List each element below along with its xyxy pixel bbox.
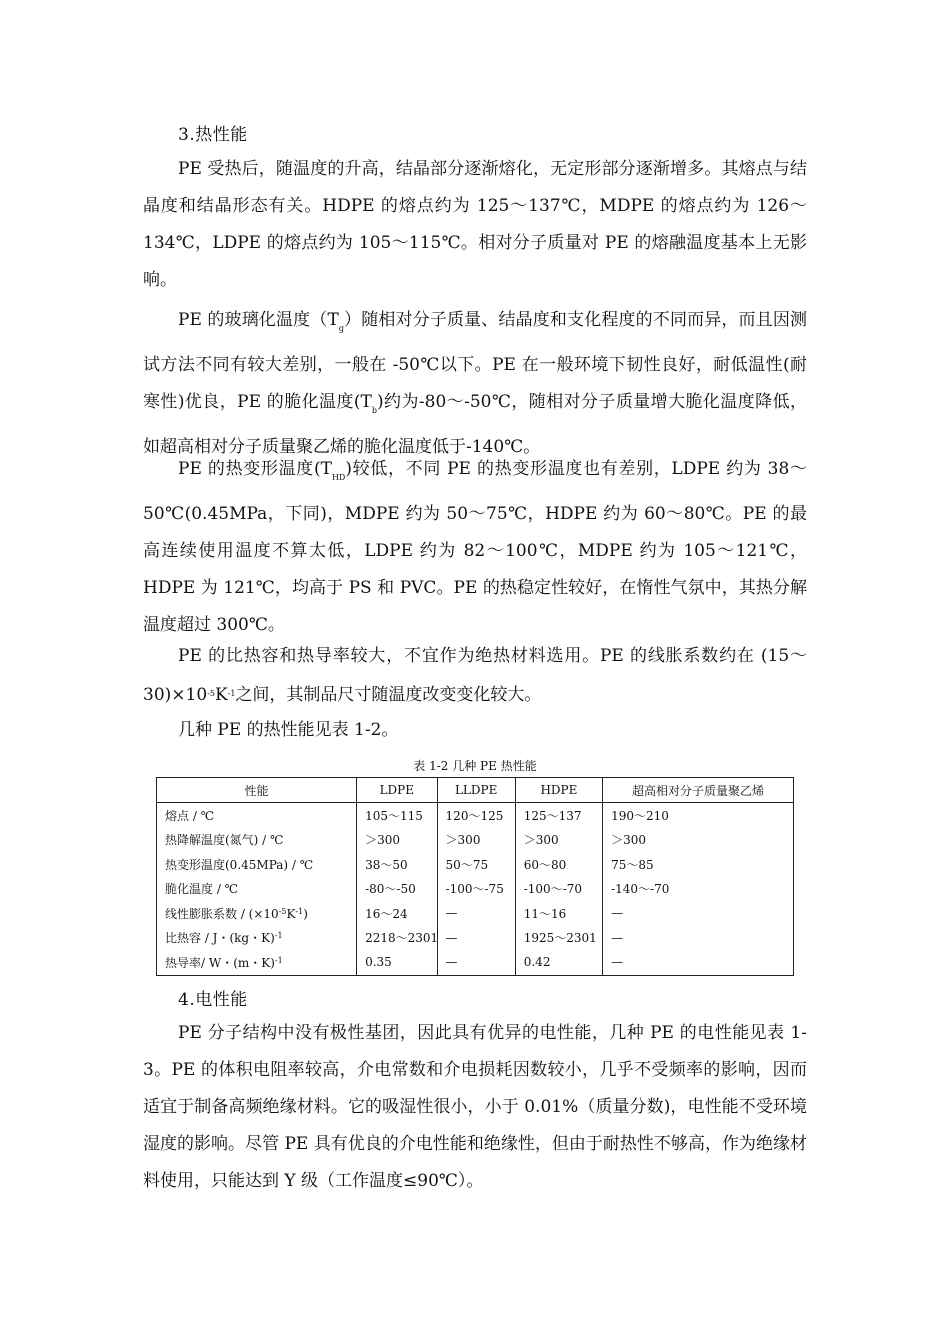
row-label: 比热容 / J・(kg・K)$^{-1}$ [157, 926, 357, 951]
cell-uhmwpe: — [603, 926, 794, 951]
header-uhmwpe: 超高相对分子质量聚乙烯 [603, 778, 794, 803]
cell-hdpe: 1925～2301 [515, 926, 602, 951]
text-segment: ）随相对分子质量、结晶度和支化程度的不同而异，而且因测试方法不同有较大差别，一般在 -50℃以下。PE 在一般环境下韧性良好，耐低温性(耐寒性)优良，PE 的脆化温度(T [143, 310, 808, 412]
subscript-g: g [338, 324, 344, 333]
superscript-exp: -1 [227, 689, 236, 698]
cell-hdpe: ＞300 [515, 828, 602, 853]
cell-lldpe: — [437, 950, 515, 975]
cell-ldpe: 16～24 [357, 901, 437, 926]
cell-hdpe: 60～80 [515, 852, 602, 877]
table-row [157, 950, 794, 975]
table-row [157, 852, 794, 877]
table-header-row [157, 778, 794, 803]
cell-ldpe: -80～-50 [357, 877, 437, 902]
cell-ldpe: 105～115 [357, 803, 437, 828]
cell-hdpe: -100～-70 [515, 877, 602, 902]
cell-lldpe: — [437, 926, 515, 951]
cell-uhmwpe: 190～210 [603, 803, 794, 828]
paragraph-specific-heat [143, 638, 807, 714]
paragraph-table-reference: 几种 PE 的热性能见表 1-2。 [178, 720, 399, 740]
paragraph-electrical: PE 分子结构中没有极性基团，因此具有优异的电性能，几种 PE 的电性能见表 1-3。PE 的体积电阻率较高，介电常数和介电损耗因数较小，几乎不受频率的影响，因而适宜于制备高频绝缘材料。它的吸湿性很小，小于 0.01%（质量分数)，电性能不受环境湿度的影响。尽管 PE 具有优良的介电性能和绝缘性，但由于耐热性不够高，作为绝缘材料使用，只能达到 Y 级（工作温度≤90℃）。 [143, 1023, 807, 1191]
paragraph-glass-transition [143, 302, 807, 466]
subscript-b: b [371, 406, 377, 415]
section-heading-thermal: 3.热性能 [178, 125, 248, 145]
cell-lldpe: 50～75 [437, 852, 515, 877]
superscript-exp: -5 [207, 689, 215, 698]
cell-uhmwpe: 75～85 [603, 852, 794, 877]
text-segment: PE 的热变形温度(T [178, 459, 332, 479]
text-segment: 之间，其制品尺寸随温度改变变化较大。 [235, 685, 542, 705]
header-property: 性能 [157, 778, 357, 803]
row-label: 热变形温度(0.45MPa) / ℃ [157, 852, 357, 877]
header-ldpe: LDPE [357, 778, 437, 803]
header-hdpe: HDPE [515, 778, 602, 803]
text-segment: )约为-80～-50℃，随相对分子质量增大脆化温度降低，如超高相对分子质量聚乙烯的脆化温度低于-140℃。 [143, 392, 808, 457]
cell-uhmwpe: ＞300 [603, 828, 794, 853]
paragraph-heat-deflection [143, 451, 807, 644]
text-segment: PE 的玻璃化温度（T [178, 310, 339, 330]
table-row [157, 901, 794, 926]
cell-lldpe: ＞300 [437, 828, 515, 853]
text-segment: )较低，不同 PE 的热变形温度也有差别，LDPE 约为 38～50℃(0.45MPa，下同)，MDPE 约为 50～75℃，HDPE 约为 60～80℃。PE 的最高连续使用温度不算太低，LDPE 约为 82～100℃，MDPE 约为 105～121℃，HDPE 为 121℃，均高于 PS 和 PVC。PE 的热稳定性较好，在惰性气氛中，其热分解温度超过 300℃。 [143, 459, 807, 635]
subscript-hd: HD [331, 473, 346, 482]
cell-hdpe: 0.42 [515, 950, 602, 975]
text-segment: PE 的比热容和热导率较大，不宜作为绝热材料选用。PE 的线胀系数约在 (15～30)×10 [143, 646, 807, 705]
cell-hdpe: 125～137 [515, 803, 602, 828]
row-label: 脆化温度 / ℃ [157, 877, 357, 902]
header-lldpe: LLDPE [437, 778, 515, 803]
table-row [157, 877, 794, 902]
cell-lldpe: — [437, 901, 515, 926]
table-row [157, 926, 794, 951]
cell-uhmwpe: -140～-70 [603, 877, 794, 902]
row-label: 热降解温度(氮气) / ℃ [157, 828, 357, 853]
cell-ldpe: 0.35 [357, 950, 437, 975]
cell-ldpe: 2218～2301 [357, 926, 437, 951]
cell-ldpe: 38～50 [357, 852, 437, 877]
table-row [157, 803, 794, 828]
cell-lldpe: 120～125 [437, 803, 515, 828]
table-caption: 表 1-2 几种 PE 热性能 [413, 759, 537, 773]
section-heading-electrical: 4.电性能 [178, 990, 248, 1010]
cell-uhmwpe: — [603, 901, 794, 926]
cell-ldpe: ＞300 [357, 828, 437, 853]
table-row [157, 828, 794, 853]
paragraph-melting-point: PE 受热后，随温度的升高，结晶部分逐渐熔化，无定形部分逐渐增多。其熔点与结晶度和结晶形态有关。HDPE 的熔点约为 125～137℃，MDPE 的熔点约为 126～134℃，LDPE 的熔点约为 105～115℃。相对分子质量对 PE 的熔融温度基本上无影响。 [143, 159, 807, 290]
cell-uhmwpe: — [603, 950, 794, 975]
row-label: 熔点 / ℃ [157, 803, 357, 828]
cell-lldpe: -100～-75 [437, 877, 515, 902]
text-segment: K [214, 685, 228, 705]
row-label: 线性膨胀系数 / $(\times 10^{-5}K^{-1})$ [157, 901, 357, 926]
cell-hdpe: 11～16 [515, 901, 602, 926]
row-label: 热导率/ W・(m・K)$^{-1}$ [157, 950, 357, 975]
thermal-properties-table [156, 777, 794, 976]
